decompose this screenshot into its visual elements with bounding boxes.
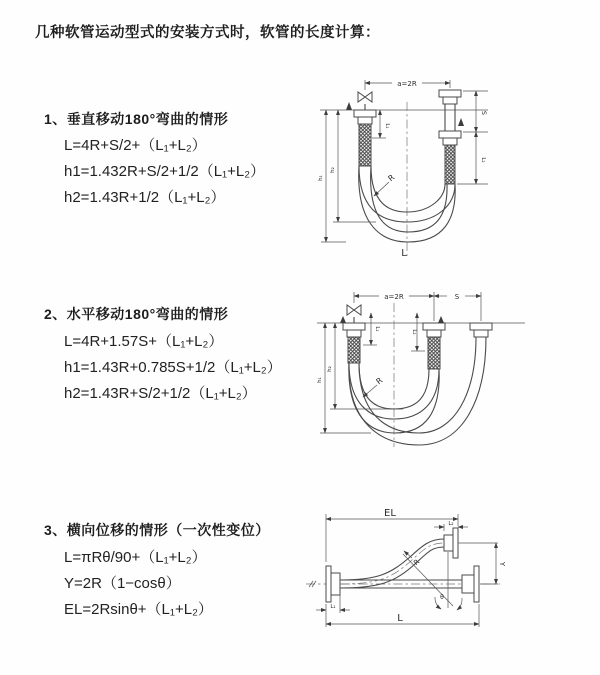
svg-text:a=2R: a=2R xyxy=(397,80,417,88)
braided-hose-section xyxy=(348,337,360,363)
left-flange xyxy=(326,566,340,602)
radius-callout xyxy=(374,173,397,196)
dim-h1 xyxy=(317,323,371,433)
dim-s xyxy=(457,91,488,184)
page-title: 几种软管运动型式的安装方式时，软管的长度计算： xyxy=(35,25,380,41)
valve-icon xyxy=(358,92,372,110)
svg-text:h₁: h₁ xyxy=(317,377,323,383)
section3-formula-Y: Y=2R（1−cosθ） xyxy=(64,575,181,592)
up-arrow xyxy=(340,316,346,323)
svg-text:L₁: L₁ xyxy=(384,123,390,129)
right-pipe-flange-moved xyxy=(470,323,492,337)
svg-text:h₂: h₂ xyxy=(330,167,336,173)
svg-text:L₁: L₁ xyxy=(330,604,336,610)
section3-formula-EL: EL=2Rsinθ+（L₁+L₂） xyxy=(64,601,213,618)
section1-formula-h1: h1=1.432R+S/2+1/2（L₁+L₂） xyxy=(64,163,266,180)
svg-text:a=2R: a=2R xyxy=(384,293,404,301)
svg-text:L₂: L₂ xyxy=(448,521,454,527)
braided-hose-section xyxy=(445,145,455,184)
svg-text:S: S xyxy=(480,110,488,116)
svg-text:h₁: h₁ xyxy=(318,175,324,181)
svg-text:Y: Y xyxy=(498,561,506,567)
left-pipe-flange xyxy=(343,323,365,363)
up-arrow xyxy=(438,316,444,323)
dim-el xyxy=(326,508,458,562)
up-arrow xyxy=(346,102,352,110)
dim-l1 xyxy=(363,313,380,345)
dim-l xyxy=(326,604,479,627)
svg-text:L₁: L₁ xyxy=(374,326,380,332)
svg-text:EL: EL xyxy=(384,508,396,519)
section3-heading: 3、横向位移的情形（一次性变位） xyxy=(44,522,270,538)
svg-text:R: R xyxy=(412,557,422,568)
dim-h2 xyxy=(327,323,403,409)
svg-text:L₂: L₂ xyxy=(411,329,417,335)
s-curve-hose xyxy=(340,528,458,588)
section1-heading: 1、垂直移动180°弯曲的情形 xyxy=(44,111,229,127)
dim-l2 xyxy=(434,521,468,531)
section2-formula-h1: h1=1.43R+0.785S+1/2（L₁+L₂） xyxy=(64,359,282,376)
dim-l2 xyxy=(411,313,425,351)
up-arrow xyxy=(458,118,464,126)
svg-text:R: R xyxy=(386,172,397,184)
section3-formula-L: L=πRθ/90+（L₁+L₂） xyxy=(64,549,207,566)
dim-a2r xyxy=(354,292,481,321)
svg-text:θ: θ xyxy=(440,594,444,601)
hose-u-curves xyxy=(349,337,486,445)
braided-hose-section xyxy=(428,337,440,369)
section2-heading: 2、水平移动180°弯曲的情形 xyxy=(44,306,229,322)
section1-formula-L: L=4R+S/2+（L₁+L₂） xyxy=(64,137,207,154)
dim-l2-label: L₂ xyxy=(480,157,486,163)
braided-hose-section xyxy=(359,124,371,166)
svg-text:L: L xyxy=(397,613,403,624)
diagram-vertical-180-bend xyxy=(316,76,566,260)
diagram-lateral-displacement xyxy=(300,502,586,644)
dim-a2r xyxy=(365,80,450,90)
middle-pipe-flange xyxy=(423,323,445,369)
svg-text:R: R xyxy=(374,375,385,387)
section1-formula-h2: h2=1.43R+1/2（L₁+L₂） xyxy=(64,189,226,206)
svg-text:h₂: h₂ xyxy=(327,366,333,372)
section2-formula-L: L=4R+1.57S+（L₁+L₂） xyxy=(64,333,224,350)
dim-s-label: S xyxy=(454,293,460,301)
dim-l-label: L xyxy=(401,248,407,259)
diagram-horizontal-180-bend xyxy=(313,283,587,455)
valve-icon xyxy=(347,305,361,323)
radius-callout xyxy=(363,376,385,397)
right-pipe-flanges xyxy=(439,90,461,184)
section2-formula-h2: h2=1.43R+S/2+1/2（L₁+L₂） xyxy=(64,385,257,402)
